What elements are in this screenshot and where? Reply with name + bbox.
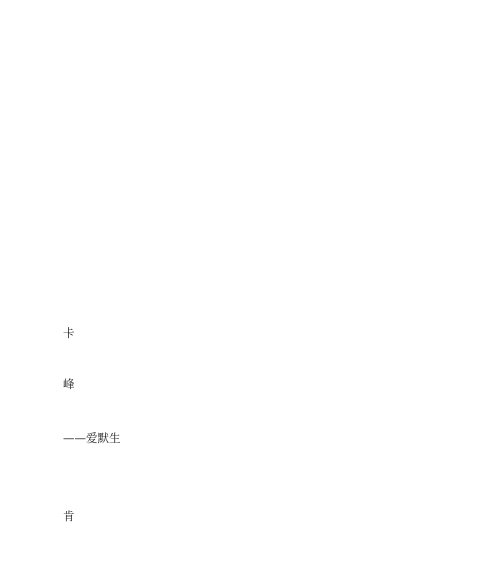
quote-continuation: 峰 — [63, 377, 75, 391]
quote-continuation: 肯 — [63, 509, 75, 523]
quote-continuation: 卡 — [63, 326, 75, 340]
quote-continuation: ——爱默生 — [63, 431, 121, 445]
